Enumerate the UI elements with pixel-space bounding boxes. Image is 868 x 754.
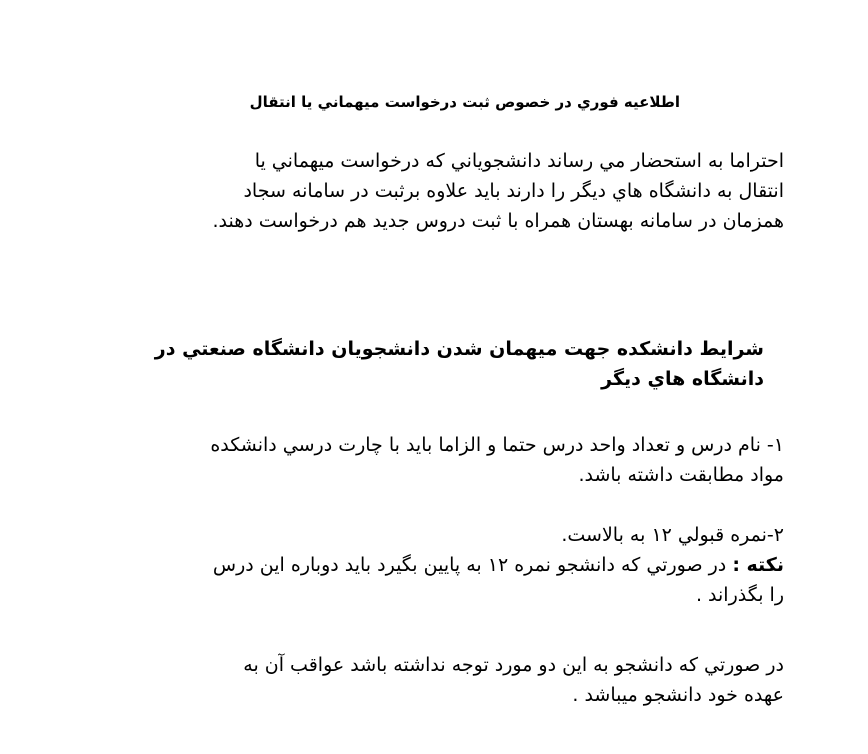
notice-title: اطلاعيه فوري در خصوص ثبت درخواست ميهماني يا انتقال — [249, 93, 680, 111]
note-line: را بگذراند . — [695, 584, 784, 606]
closing-paragraph — [243, 650, 784, 710]
conditions-heading — [155, 334, 764, 394]
intro-line: احتراما به استحضار مي رساند دانشجوياني كه درخواست ميهماني يا — [254, 150, 784, 172]
note-text: در صورتي كه دانشجو نمره ۱۲ به پايين بگيرد بايد دوباره اين درس — [212, 554, 727, 576]
note-line — [213, 550, 784, 580]
note-label: نكته : — [732, 554, 784, 576]
condition-1-line: مواد مطابقت داشته باشد. — [578, 464, 784, 486]
heading-line: شرايط دانشكده جهت ميهمان شدن دانشجويان دانشگاه صنعتي در — [154, 338, 764, 360]
heading-line: دانشگاه هاي ديگر — [601, 368, 764, 390]
closing-line: در صورتي كه دانشجو به اين دو مورد توجه نداشته باشد عواقب آن به — [243, 654, 784, 676]
condition-1-line: ۱- نام درس و تعداد واحد درس حتما و الزاما بايد با چارت درسي دانشكده — [210, 434, 784, 456]
closing-line: عهده خود دانشجو ميباشد . — [572, 684, 784, 706]
intro-line: همزمان در سامانه بهستان همراه با ثبت دروس جديد هم درخواست دهند. — [212, 210, 784, 232]
intro-line: انتقال به دانشگاه هاي ديگر را دارند بايد علاوه برثبت در سامانه سجاد — [243, 180, 784, 202]
condition-2-text: ۲-نمره قبولي ۱۲ به بالاست. — [561, 524, 784, 546]
condition-2 — [213, 520, 784, 610]
condition-1 — [210, 430, 784, 490]
intro-paragraph — [212, 146, 784, 236]
